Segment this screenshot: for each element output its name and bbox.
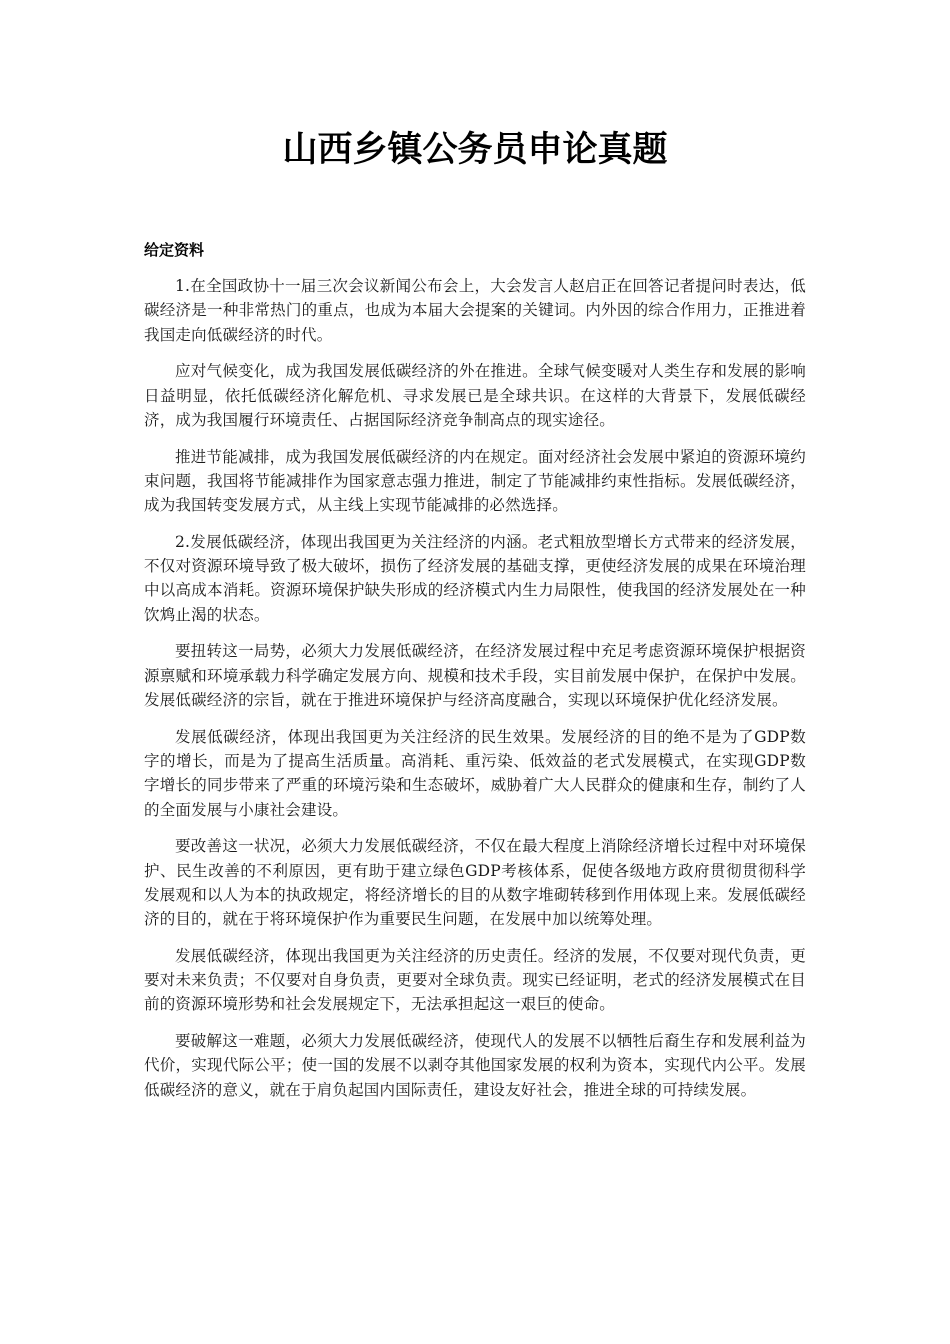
paragraph: 1.在全国政协十一届三次会议新闻公布会上，大会发言人赵启正在回答记者提问时表达，低碳经济是一种非常热门的重点，也成为本届大会提案的关键词。内外因的综合作用力，正推进着我国走向低碳经济的时代。 (144, 277, 806, 344)
paragraph: 发展低碳经济，体现出我国更为关注经济的历史责任。经济的发展，不仅要对现代负责，更要对未来负责；不仅要对自身负责，更要对全球负责。现实已经证明，老式的经济发展模式在目前的资源环境形势和社会发展规定下，无法承担起这一艰巨的使命。 (144, 946, 806, 1014)
document-title: 山西乡镇公务员申论真题 (282, 130, 668, 170)
paragraph: 要扭转这一局势，必须大力发展低碳经济，在经济发展过程中充足考虑资源环境保护根据资源禀赋和环境承载力科学确定发展方向、规模和技术手段，实目前发展中保护，在保护中发展。发展低碳经济的宗旨，就在于推进环境保护与经济高度融合，实现以环境保护优化经济发展。 (144, 642, 806, 710)
paragraph: 发展低碳经济，体现出我国更为关注经济的民生效果。发展经济的目的绝不是为了GDP数字的增长，而是为了提高生活质量。高消耗、重污染、低效益的老式发展模式，在实现GDP数字增长的同步带来了严重的环境污染和生态破坏，威胁着广大人民群众的健康和生存，制约了人的全面发展与小康社会建设。 (144, 727, 806, 819)
document-body (144, 274, 806, 1114)
paragraph: 应对气候变化，成为我国发展低碳经济的外在推进。全球气候变暖对人类生存和发展的影响日益明显，依托低碳经济化解危机、寻求发展已是全球共识。在这样的大背景下，发展低碳经济，成为我国履行环境责任、占据国际经济竞争制高点的现实途径。 (144, 362, 806, 429)
paragraph: 2.发展低碳经济，体现出我国更为关注经济的内涵。老式粗放型增长方式带来的经济发展，不仅对资源环境导致了极大破坏，损伤了经济发展的基础支撑，更使经济发展的成果在环境治理中以高成本消耗。资源环境保护缺失形成的经济模式内生力局限性，使我国的经济发展处在一种饮鸩止渴的状态。 (144, 532, 806, 624)
paragraph: 要改善这一状况，必须大力发展低碳经济，不仅在最大程度上消除经济增长过程中对环境保护、民生改善的不利原因，更有助于建立绿色GDP考核体系，促使各级地方政府贯彻贯彻科学发展观和以人为本的执政规定，将经济增长的目的从数字堆砌转移到作用体现上来。发展低碳经济的目的，就在于将环境保护作为重要民生问题，在发展中加以统筹处理。 (144, 837, 806, 929)
paragraph: 推进节能减排，成为我国发展低碳经济的内在规定。面对经济社会发展中紧迫的资源环境约束问题，我国将节能减排作为国家意志强力推进，制定了节能减排约束性指标。发展低碳经济，成为我国转变发展方式，从主线上实现节能减排的必然选择。 (144, 447, 806, 515)
section-heading: 给定资料 (144, 241, 205, 259)
paragraph: 要破解这一难题，必须大力发展低碳经济，使现代人的发展不以牺牲后裔生存和发展利益为代价，实现代际公平；使一国的发展不以剥夺其他国家发展的权利为资本，实现代内公平。发展低碳经济的意义，就在于肩负起国内国际责任，建设友好社会，推进全球的可持续发展。 (144, 1032, 806, 1099)
